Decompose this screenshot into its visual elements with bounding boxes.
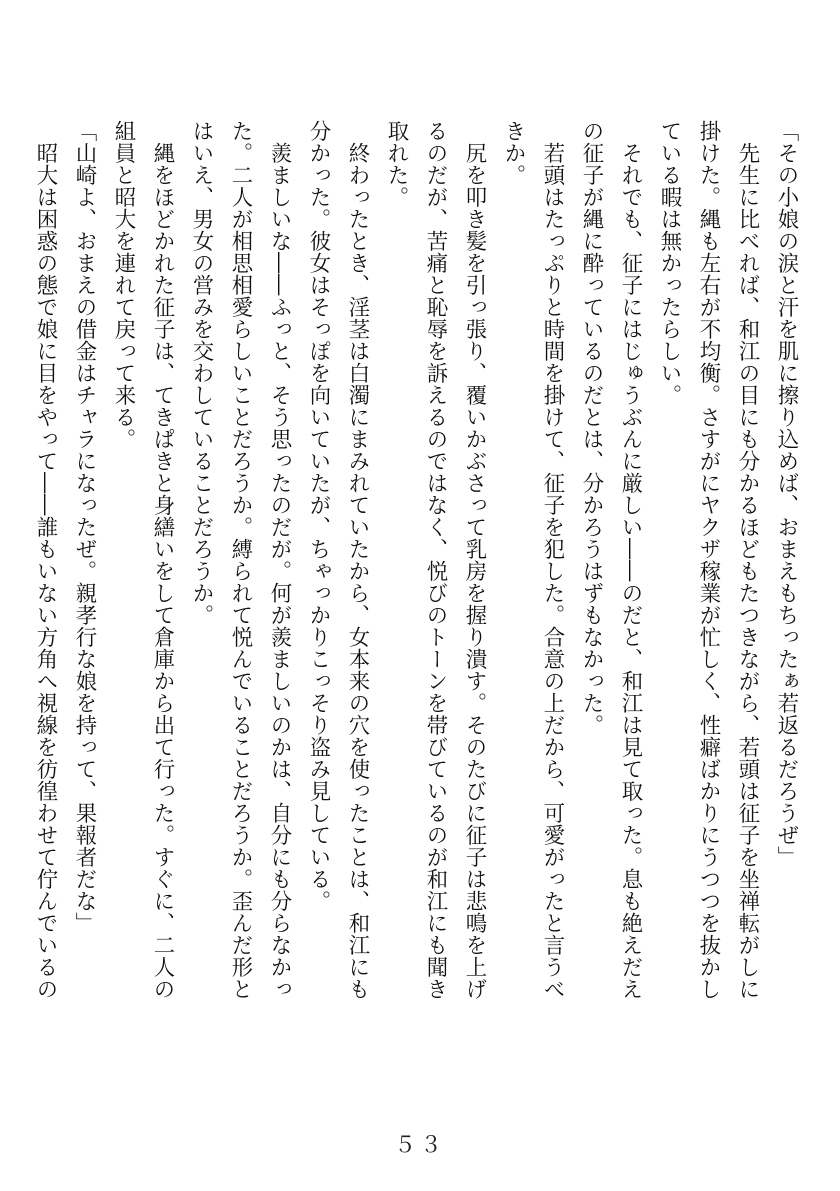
- text-line: 縄をほどかれた征子は、てきぱきと身繕いをして倉庫から出て行った。すぐに、二人の: [150, 120, 175, 1000]
- text-line: るのだが、苦痛と恥辱を訴えるのではなく、悦びのトーンを帯びているのが和江にも聞き: [423, 120, 448, 1000]
- text-line: 掛けた。縄も左右が不均衡。さすがにヤクザ稼業が忙しく、性癖ばかりにうつつを抜かし: [696, 120, 721, 1000]
- text-line: 尻を叩き髪を引っ張り、覆いかぶさって乳房を握り潰す。そのたびに征子は悲鳴を上げ: [462, 120, 487, 1000]
- text-line: 「山崎よ、おまえの借金はチャラになったぜ。親孝行な娘を持って、果報者だな」: [72, 120, 97, 934]
- text-line: の征子が縄に酔っているのだとは、分かろうはずもなかった。: [579, 120, 604, 736]
- text-line: 「その小娘の涙と汗を肌に擦り込めば、おまえもちったぁ若返るだろうぜ」: [774, 120, 799, 868]
- text-line: 分かった。彼女はそっぽを向いていたが、ちゃっかりこっそり盗み見している。: [306, 120, 331, 912]
- text-line: 昭大は困惑の態で娘に目をやって――誰もいない方角へ視線を彷徨わせて佇んでいるの: [33, 120, 58, 1000]
- text-line: きか。: [501, 120, 526, 186]
- text-line: それでも、征子にはじゅうぶんに厳しい――のだと、和江は見て取った。息も絶えだえ: [618, 120, 643, 1000]
- page-number: ５３: [393, 1133, 446, 1158]
- text-line: 先生に比べれば、和江の目にも分かるほどもたつきながら、若頭は征子を坐禅転がしに: [735, 120, 760, 1000]
- vertical-text-body: [30, 120, 806, 1000]
- text-line: 組員と昭大を連れて戻って来る。: [111, 120, 136, 450]
- text-line: ている暇は無かったらしい。: [657, 120, 682, 406]
- text-line: はいえ、男女の営みを交わしていることだろうか。: [189, 120, 214, 626]
- text-line: 終わったとき、淫茎は白濁にまみれていたから、女本来の穴を使ったことは、和江にも: [345, 120, 370, 1000]
- text-line: 羨ましいな――ふっと、そう思ったのだが。何が羨ましいのかは、自分にも分らなかっ: [267, 120, 292, 1000]
- text-line: 若頭はたっぷりと時間を掛けて、征子を犯した。合意の上だから、可愛がったと言うべ: [540, 120, 565, 1000]
- text-line: 取れた。: [384, 120, 409, 208]
- text-line: た。二人が相思相愛らしいことだろうか。縛られて悦んでいることだろうか。歪んだ形と: [228, 120, 253, 1000]
